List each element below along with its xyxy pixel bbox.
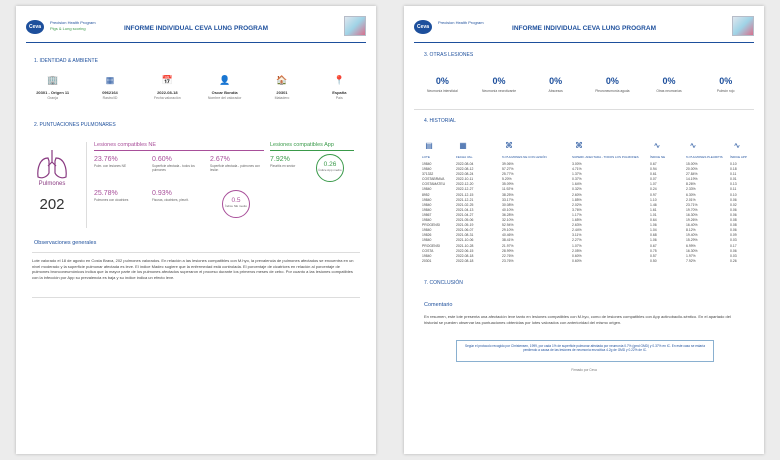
table-cell: 19840 [422,253,432,258]
other-lesion-label: Pleuroneumonía aguda [595,89,630,93]
app-group-line [270,150,354,151]
table-cell: 15.29% [686,238,698,243]
history-header-cell: % PULMONES NE CON LESIÓN [502,155,547,159]
lungs-count-label: Pulmones [38,181,66,187]
lungs-icon [34,146,70,182]
table-cell: 20301 [422,258,432,263]
calendar-icon: ▦ [459,141,467,150]
other-lesion-label: Neumonía necrotizante [481,89,517,93]
table-cell: 6.30% [686,192,696,197]
table-cell: 0.67 [650,162,657,166]
identity-item [24,74,81,110]
table-cell: 19840 [422,228,432,233]
table-cell: 1.10 [650,197,657,202]
table-cell: 19840 [422,218,432,223]
farm-icon: 🏠 [276,75,288,85]
table-cell: 19840 [422,187,432,192]
section-identity-title: 1. IDENTIDAD & AMBIENTE [34,58,98,64]
table-cell: 0.07 [650,177,657,182]
table-cell: 0.97 [650,192,657,197]
table-cell: 19.40% [686,233,698,238]
table-cell: 8.26% [686,182,696,187]
trend-icon: ∿ [653,141,661,150]
identity-value: 0962164 [102,90,118,95]
table-cell: 1.06 [650,238,657,243]
table-cell: 0.06 [730,212,737,217]
table-cell: 19.26% [686,218,698,223]
identity-value: 2022-08-18 [157,90,178,95]
identity-value: Oscar Bondía [211,90,238,95]
other-lesion-item [584,76,641,106]
table-cell: 0.68 [650,233,657,238]
table-cell: 2021-04-13 [456,207,474,212]
identity-item [253,74,310,110]
table-cell: 15.00% [686,162,698,166]
economic-disclaimer: Según el protocolo recogido por Christensen, 1999, por cada 1% de superficie pulmonar afectada por neumonía 0.7% (gmd GMD) y 0.37% en IC. En este caso se estaría perdiendo a causa de las lesiones de neumonía enzoótica 4.2g de GMD y 0.22% de IC. [456,340,714,362]
table-cell: 3.76% [572,207,582,212]
table-cell: 0.03 [730,238,737,243]
program-name: Precision Health Program [438,20,484,25]
table-cell: 0.10 [730,192,737,197]
table-cell: 2.27% [572,238,582,243]
other-lesion-item [527,76,584,106]
history-table [422,162,752,264]
identity-label: Nombre del valorador [207,96,242,100]
other-lesion-item [414,76,471,106]
table-cell: 2021-10-28 [456,243,474,248]
table-cell: 1.46 [650,202,657,207]
identity-item [139,74,196,110]
table-cell: 16.30% [686,248,698,253]
history-header-cell: ÍNDICE APP [730,155,747,159]
table-cell: 19840 [422,238,432,243]
table-cell: 0.06 [730,207,737,212]
table-cell: 7.92% [686,258,696,263]
other-lesion-item [697,76,754,106]
table-cell: 2.01% [686,197,696,202]
ne-stat-value: 23.76% [94,156,118,163]
table-cell: 19840 [422,202,432,207]
table-cell: 0.03 [730,253,737,258]
app-index-value: 0.26 [323,161,337,168]
table-cell: 6.99% [686,243,696,248]
ne-index-circle [222,190,250,218]
history-header-cell: SUPERF. AFECTADA - TODOS LOS PULMONES [572,155,639,159]
app-stat-value: 7.92% [270,156,290,163]
table-cell: 3.11% [572,233,582,238]
history-header-cell: FECHA VAL. [456,155,474,159]
program-badge-icon [732,16,754,36]
ne-group-line [94,150,264,151]
history-header-row [422,155,752,161]
history-header-cell: ÍNDICE NE [650,155,666,159]
location-icon: 📍 [333,75,345,85]
conclusion-comment-title: Comentario [424,302,453,308]
table-cell: 36.28% [502,212,514,217]
table-cell: 3.00% [572,162,582,166]
ne-stat-label: Pulm. con lesiones NE [94,164,127,168]
table-cell: 0.32% [572,187,582,192]
table-cell: 2022-06-15 [456,248,474,253]
table-cell: 1.37% [572,172,582,177]
calendar-icon: 📅 [161,75,173,85]
app-stat-label: Pleuritis en sector [270,164,296,168]
table-cell: 0.01 [730,177,737,182]
table-cell: 19.70% [686,207,698,212]
table-cell: 16.30% [686,212,698,217]
table-cell: 2021-10-06 [456,238,474,243]
table-cell: 5.20% [502,177,512,182]
table-cell: 19840 [422,162,432,166]
section-other-title: 3. OTRAS LESIONES [424,52,474,58]
report-page-1 [16,6,376,454]
table-cell: 2021-12-21 [456,197,474,202]
table-cell: 27.84% [686,172,698,177]
table-cell: 2021-06-07 [456,228,474,233]
table-cell: 0.75 [650,248,657,253]
ne-index-value: 0.5 [231,197,241,204]
ceva-logo: Ceva [26,20,44,34]
table-cell: 2.02% [572,202,582,207]
section-history-title: 4. HISTORIAL [424,118,456,124]
table-cell: 2021-05-06 [456,218,474,223]
vet-icon: 👤 [219,75,231,85]
table-cell: 33.17% [502,197,514,202]
table-cell: 0.08 [730,218,737,223]
table-cell: 1.17% [572,212,582,217]
table-row [422,259,752,264]
section-scores-title: 2. PUNTUACIONES PULMONARES [34,122,116,128]
table-cell: 2022-08-18 [456,253,474,258]
table-cell: 2.05% [572,248,582,253]
table-cell: 2021-04-27 [456,212,474,217]
table-cell: 14.19% [686,177,698,182]
conclusion-text: En resumen, este lote presenta una afectación leve tanto en lesiones compatibles con M.hyo, como de lesiones compatibles con App actinobacilo-séntico. En el apartado del historial se pueden observar las puntuaciones obtenidas por lotes valorados con anterioridad del mismo origen. [424,314,731,325]
table-cell: 1.65% [572,218,582,223]
table-cell: PROGENSI [422,223,440,228]
document-title: INFORME INDIVIDUAL CEVA LUNG PROGRAM [512,25,656,32]
page-header [26,16,366,42]
other-lesion-item [641,76,698,106]
table-cell: 4.71% [572,167,582,172]
table-cell: 40.46% [502,233,514,238]
scores-divider [86,142,87,228]
ne-stat [210,156,266,172]
table-cell: 0.06 [730,248,737,253]
program-sub: Pigs & Lung scoring [50,26,86,31]
table-cell: 2022-08-12 [456,167,474,172]
other-lesion-value: 0% [492,76,506,86]
identity-label: Rastro/ID [102,96,118,100]
ne-stat [152,190,208,202]
table-cell: 38.25% [502,192,514,197]
header-divider [414,42,754,43]
table-cell: 0.26 [730,258,737,263]
app-index-circle [316,154,344,182]
table-cell: 8952 [422,192,430,197]
ne-stat-value: 0.93% [152,190,172,197]
history-header-cell: % PULMONES PLEURITIS [686,155,723,159]
lot-icon: ▤ [425,141,433,150]
history-header-cell: LOTE [422,155,430,159]
table-cell: 2021-05-19 [456,223,474,228]
table-cell: 11.92% [502,187,514,192]
table-cell: COSTA [422,248,434,253]
lungs-count-value: 202 [39,196,65,213]
other-lesion-item [471,76,528,106]
table-cell: 0.50 [650,258,657,263]
identity-value: 20301 - Origen 11 [36,90,70,95]
identity-value: 20301 [276,90,288,95]
identity-label: País [335,96,343,100]
ne-stat-value: 25.78% [94,190,118,197]
table-cell: 2022-12-20 [456,182,474,187]
table-cell: 22.76% [502,253,514,258]
other-lesions-divider [414,109,754,110]
barcode-icon: ▦ [105,75,115,85]
table-cell: 0.64 [650,218,657,223]
table-cell: 0.60% [572,258,582,263]
table-cell: 2.63% [572,223,582,228]
ne-stat [94,156,150,168]
table-cell: 1.04 [650,228,657,233]
table-cell: 40.10% [502,207,514,212]
lungs-icon: ⌘ [505,141,513,150]
table-cell: 0.94 [650,167,657,172]
table-cell: 0.61 [650,172,657,177]
table-cell: 20.00% [686,167,698,172]
ne-stat-label: Superficie afectada - todos los pulmones [152,164,195,172]
section-conclusion-label: 7. CONCLUSIÓN [424,280,463,286]
table-cell: 0.60% [572,253,582,258]
other-lesion-label: Otras neumonías [656,89,682,93]
table-cell: 39.06% [502,162,514,166]
table-cell: 2022-10-11 [456,177,474,182]
table-cell: 28.99% [502,248,514,253]
other-lesion-value: 0% [719,76,733,86]
ceva-logo: Ceva [414,20,432,34]
table-cell: 0.17 [730,243,737,248]
table-cell: 1.07 [650,182,657,187]
table-cell: 0.06 [730,197,737,202]
table-cell: 2022-08-18 [456,258,474,263]
table-cell: 1.07% [572,243,582,248]
table-cell: 8.12% [686,228,696,233]
table-cell: 0.06 [730,228,737,233]
ne-stat-value: 0.60% [152,156,172,163]
lungs-outline-icon: ⌘ [575,141,583,150]
trend-icon: ∿ [733,141,741,150]
header-divider [26,42,366,43]
table-cell: 0.08 [730,223,737,228]
table-cell: 1.06 [650,223,657,228]
identity-item [81,74,138,110]
table-cell: 1.01 [650,212,657,217]
table-cell: 0.09 [730,233,737,238]
table-cell: 1.85% [572,197,582,202]
table-cell: 2022-08-24 [456,172,474,177]
ne-index-label: Índice NE medio [224,204,247,208]
table-cell: 0.67 [650,243,657,248]
other-lesion-value: 0% [605,76,619,86]
table-cell: 0.11 [730,172,737,177]
other-lesion-label: Abscesos [548,89,563,93]
program-badge-icon [344,16,366,36]
table-cell: 38.41% [502,238,514,243]
table-cell: 2021-08-31 [456,233,474,238]
table-cell: 2022-12-27 [456,187,474,192]
table-cell: 35.09% [502,182,514,187]
ne-stat-label: Fisuras, cicatrices, pleurit. [152,198,189,202]
table-cell: PROGENSI [422,243,440,248]
table-cell: 30.08% [502,202,514,207]
table-cell: 2.33% [686,187,696,192]
table-cell: 2021-12-15 [456,192,474,197]
table-cell: 23.76% [502,258,514,263]
table-cell: 0.24 [650,187,657,192]
table-cell: 19840 [422,167,432,172]
identity-item [311,74,368,110]
table-cell: 1.97% [686,253,696,258]
other-lesion-label: Neumonía intersticial [426,89,458,93]
app-stat [270,156,318,168]
page-header [414,16,754,42]
table-cell: 19840 [422,207,432,212]
table-cell: 1.61 [650,207,657,212]
table-cell: 32.10% [502,218,514,223]
table-cell: 0.11 [730,187,737,192]
table-cell: 0.13 [730,182,737,187]
table-cell: 29.10% [502,228,514,233]
ne-stat [152,156,208,172]
document-title: INFORME INDIVIDUAL CEVA LUNG PROGRAM [124,25,268,32]
table-cell: 371332 [422,172,434,177]
other-lesion-value: 0% [549,76,563,86]
identity-label: Fecha valoración [153,96,181,100]
ne-stat-value: 2.67% [210,156,230,163]
identity-value: España [332,90,347,95]
table-cell: 57.27% [502,167,514,172]
table-cell: 0.10 [730,162,737,166]
app-group-title: Lesiones compatibles App [270,142,334,148]
building-icon: 🏢 [47,75,59,85]
table-cell: 2021-02-25 [456,202,474,207]
program-name: Precision Health Program [50,20,96,25]
identity-item [196,74,253,110]
table-cell: 2022-08-04 [456,162,474,166]
table-cell: 25.77% [502,172,514,177]
table-cell: COSTABRAVA [422,177,445,182]
ne-stat [94,190,150,202]
table-cell: 16.40% [686,223,698,228]
observations-title: Observaciones generales [34,240,97,246]
observations-text: Lote valorado el 18 de agosto en Costa Brava, 202 pulmones valorados. En relación a las lesiones compatibles con M.hyo, la prevalencia de pulmones afectados se encuentra en un nivel moderado y la superficie pulmonar afectada es leve. El índice Madec sugiere que la enfermedad está controlada. El porcentaje de cicatrices en relación al porcentaje de pulmones bronconeumónicos indica que la mayor parte de los pulmones afectados superaron el proceso durante los primeros meses de cebo. Por cuanto a las lesiones compatibles con la infección por App su prevalencia es baja y su índice indica un efecto leve. [32,258,354,280]
table-cell: 0.57 [650,253,657,258]
identity-row [24,74,368,110]
table-cell: 19826 [422,233,432,238]
identity-label: Granja [47,96,58,100]
table-cell: 19867 [422,212,432,217]
table-cell: 23.71% [686,202,698,207]
other-lesion-value: 0% [435,76,449,86]
other-lesion-value: 0% [662,76,676,86]
table-cell: 0.18 [730,167,737,172]
table-cell: 19840 [422,197,432,202]
other-lesion-label: Pulmón rojo [716,89,735,93]
table-cell: 0.02 [730,202,737,207]
signoff: Firmado por Ceva [571,368,597,372]
identity-label: Matadero [274,96,290,100]
table-cell: 52.94% [502,223,514,228]
table-cell: 21.97% [502,243,514,248]
other-lesions-row [414,76,754,106]
table-cell: 2.44% [572,228,582,233]
report-page-2 [404,6,764,454]
trend-icon: ∿ [689,141,697,150]
table-cell: 0.37% [572,177,582,182]
app-index-label: Índice App medio [318,168,342,172]
table-cell: COSTAMATEU [422,182,446,187]
ne-group-title: Lesiones compatibles NE [94,142,157,148]
ne-stat-label: Superficie afectada - pulmones con lesión [210,164,260,172]
table-cell: 1.64% [572,182,582,187]
table-cell: 2.60% [572,192,582,197]
ne-stat-label: Pulmones con cicatrices [94,198,129,202]
